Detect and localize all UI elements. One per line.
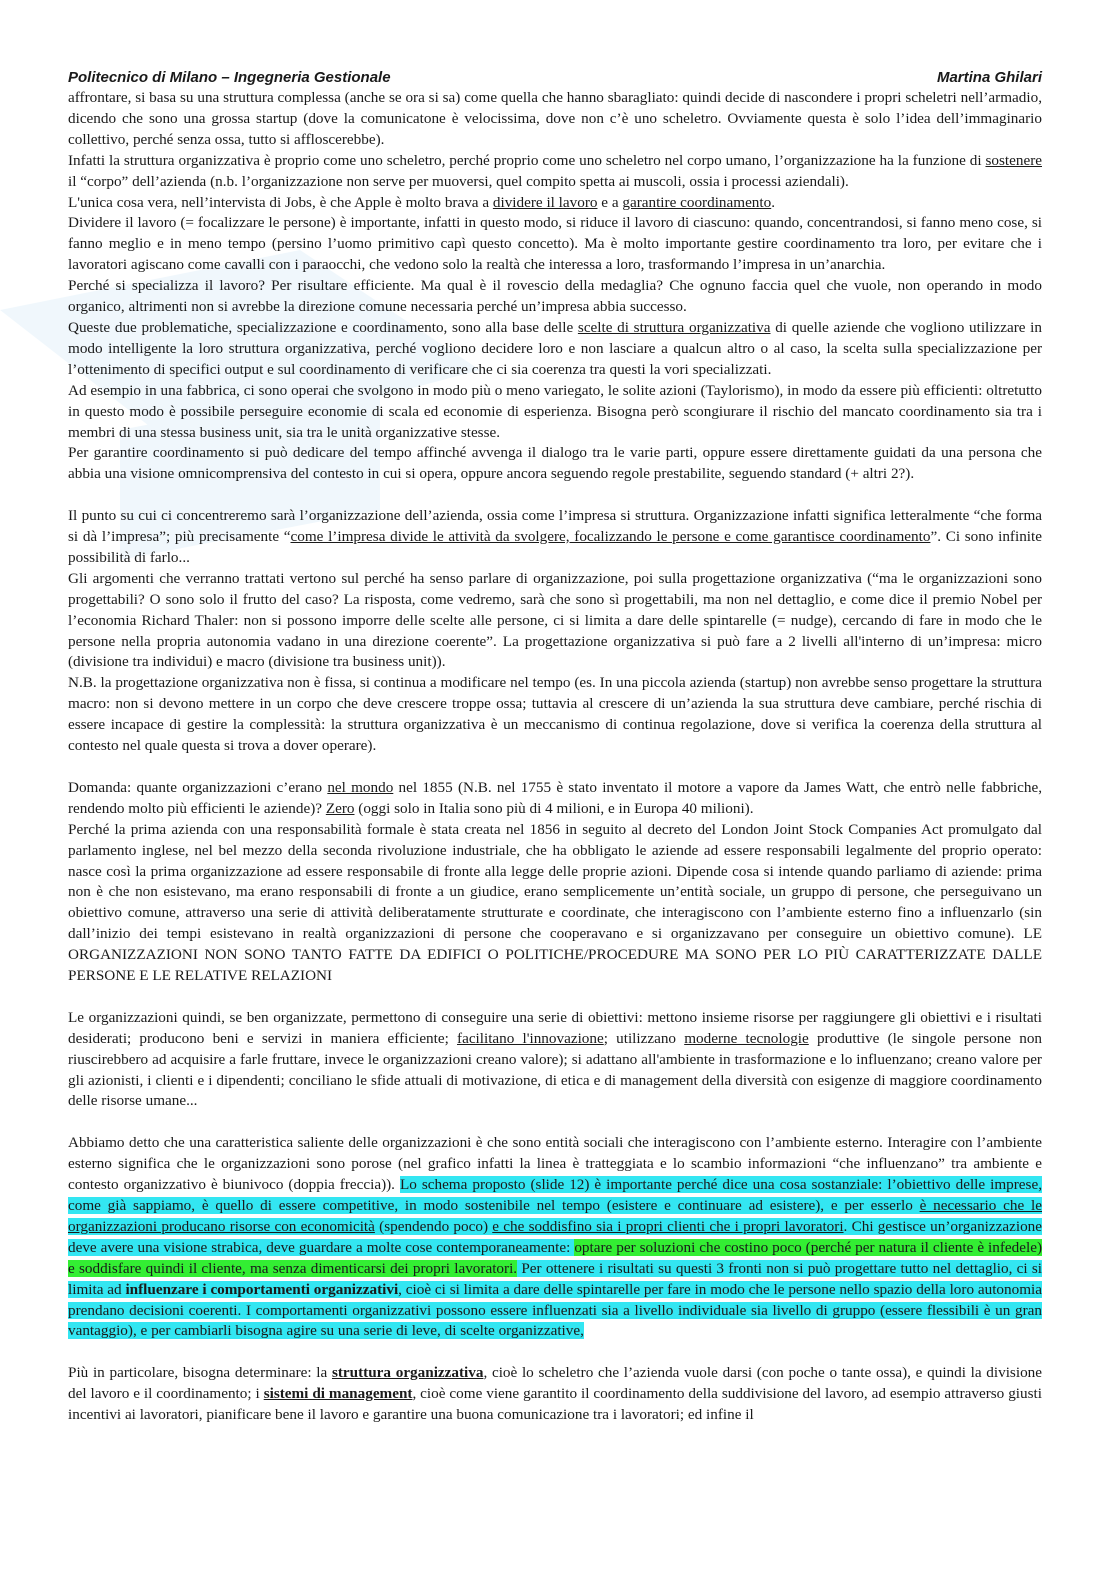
- text-segment: Queste due problematiche, specializzazione e coordinamento, sono alla base delle: [68, 318, 578, 336]
- paragraph: [68, 276, 1042, 318]
- paragraph: [68, 88, 1042, 151]
- paragraph-gap: [68, 1342, 1042, 1363]
- text-segment: Zero: [325, 799, 355, 817]
- paragraph: [68, 569, 1042, 674]
- paragraph: [68, 1133, 1042, 1342]
- text-segment: L'unica cosa vera, nell’intervista di Jobs, è che Apple è molto brava a: [68, 193, 493, 211]
- paragraph: [68, 443, 1042, 485]
- text-segment: struttura organizzativa: [331, 1364, 484, 1382]
- text-segment: Il punto su cui ci concentreremo sarà l’organizzazione dell’azienda, ossia come l’impresa si struttura. Organizzazione infatti significa letteralmente “che forma si dà l’impresa”; più precisamente “: [68, 507, 1042, 546]
- text-segment: optare per soluzioni che costino poco (perché per natura il cliente è infedele) e soddisfare quindi il cliente, ma senza dimenticarsi dei propri lavoratori.: [68, 1238, 1043, 1277]
- text-segment: e che soddisfino sia i propri clienti che i propri lavoratori: [492, 1217, 844, 1235]
- paragraph: [68, 820, 1042, 987]
- text-segment: affrontare, si basa su una struttura complessa (anche se ora si sa) come quella che hanno sbaragliato: quindi decide di nascondere i propri scheletri nell’armadio, dicendo che sono una grossa startup (dove la comunicatone è velocissima, dove non c’è uno scheletro. Ovviamente questa è solo l’idea dell’immaginario collettivo, perché senza ossa, tutto si affloscerebbe).: [68, 89, 1042, 148]
- text-segment: (oggi solo in Italia sono più di 4 milioni, e in Europa 40 milioni).: [354, 799, 754, 817]
- text-segment: di quelle aziende che vogliono utilizzare in modo intelligente la loro struttura organizzativa, perché vogliono decidere loro e non lasciare a qualcun altro o al caso, la scelta sulla specializzazione per l’ottenimento di specifici output e sul coordinamento di verificare che ci sia coerenza tra questi la vori specializzati.: [68, 318, 1042, 378]
- text-segment: sistemi di management: [263, 1385, 413, 1403]
- text-segment: Perché la prima azienda con una responsabilità formale è stata creata nel 1856 in seguito al decreto del London Joint Stock Companies Act promulgato dal parlamento inglese, nel bel mezzo della seconda rivoluzione industriale, che ha obbligato le aziende ad essere responsabili legalmente del proprio operato: nasce così la prima organizzazione ad essere responsabile di fronte alla legge delle proprie azioni. Dipende cosa si intende quando parliamo di aziende: prima non è che non esistevano, ma erano responsabili di fronte a un giudice, erano semplicemente un’entità sociale, un gruppo di persone, che perseguivano un obiettivo comune, attraverso una serie di attività deliberatamente strutturate e coordinate, che interagiscono con l’ambiente esterno fino a influenzarlo (sin dall’inizio dei tempi esistevano in realtà organizzazioni di persone che cooperavano e si organizzavano per conseguire un obiettivo comune). LE ORGANIZZAZIONI NON SONO TANTO FATTE DA EDIFICI O POLITICHE/PROCEDURE MA SONO PER LO PIÙ CARATTERIZZATE DALLE PERSONE E LE RELATIVE RELAZIONI: [68, 820, 1042, 985]
- text-segment: moderne tecnologie: [684, 1029, 809, 1047]
- text-segment: Più in particolare, bisogna determinare: la: [68, 1364, 332, 1382]
- text-segment: nel 1855 (N.B. nel 1755 è stato inventato il motore a vapore da James Watt, che entrò nelle fabbriche, rendendo molto più efficienti le aziende)?: [68, 778, 1042, 817]
- paragraph: [68, 506, 1042, 569]
- text-segment: Le organizzazioni quindi, se ben organizzate, permettono di conseguire una serie di obiettivi: mettono insieme risorse per raggiungere gli obiettivi e i risultati desiderati; producono beni e servizi in maniera efficiente;: [68, 1008, 1042, 1047]
- document-body: [68, 88, 1042, 1426]
- text-segment: Ad esempio in una fabbrica, ci sono operai che svolgono in modo più o meno variegato, le solite azioni (Taylorismo), in modo da essere più efficienti: oltretutto in questo modo è possibile perseguire economie di scala ed economie di esperienza. Bisogna però scongiurare il rischio del mancato coordinamento sia tra i membri di una stessa business unit, sia tra le unità organizzative stesse.: [68, 381, 1042, 441]
- page-header: [68, 68, 1042, 88]
- paragraph: [68, 673, 1042, 757]
- paragraph: [68, 151, 1042, 193]
- text-segment: e a: [597, 193, 623, 211]
- text-segment: Infatti la struttura organizzativa è proprio come uno scheletro, perché proprio come uno scheletro nel corpo umano, l’organizzazione ha la funzione di: [68, 151, 986, 169]
- text-segment: nel mondo: [327, 778, 394, 796]
- paragraph: [68, 381, 1042, 444]
- text-segment: scelte di struttura organizzativa: [577, 318, 771, 336]
- text-segment: (spendendo poco): [374, 1217, 493, 1235]
- text-segment: ”. Ci sono infinite possibilità di farlo...: [68, 528, 1042, 566]
- text-segment: N.B. la progettazione organizzativa non è fissa, si continua a modificare nel tempo (es. In una piccola azienda (startup) non avrebbe senso progettare la struttura macro: non si devono mettere in un corpo che deve crescere troppe ossa; tuttavia al crescere di un’azienda la sua struttura deve cambiare, perché rischia di essere incapace di gestire la complessità: la struttura organizzativa è un meccanismo di continua regolazione, dove si verifica la coerenza della struttura al contesto nel quale questa si trova a dover operare).: [68, 674, 1042, 755]
- text-segment: Lo schema proposto (slide 12) è importante perché dice una cosa sostanziale: l’obiettivo delle imprese, come già sappiamo, è quello di essere competitive, in modo sostenibile nel tempo (esistere e continuare ad esistere), e per esserlo: [68, 1176, 1042, 1214]
- header-course: Politecnico di Milano – Ingegneria Gestionale: [68, 69, 391, 86]
- text-segment: è necessario che le organizzazioni producano risorse con economicità: [68, 1196, 1042, 1235]
- text-segment: .: [771, 193, 776, 211]
- text-segment: produttive (le singole persone non riuscirebbero ad acquisire a farle fruttare, invece le organizzazioni creano valore); si adattano all'ambiente in trasformazione e lo influenzano; creano valore per gli azionisti, i clienti e i dipendenti; conciliano le sfide attuali di motivazione, di etica e di management della diversità con esigenze di maggiore coordinamento delle risorse umane...: [68, 1029, 1043, 1110]
- text-segment: Gli argomenti che verranno trattati vertono sul perché ha senso parlare di organizzazione, poi sulla progettazione organizzativa (“ma le organizzazioni sono progettabili? O sono solo il frutto del caso? La risposta, come vedremo, sarà che sono sì progettabili, ma non nel dettaglio, e come dice il premio Nobel per l’economia Richard Thaler: non si possono imporre delle scelte alle persone, ci si limita a dare delle spintarelle (= nudge), cercando di fare in modo che le persone nella propria autonomia vadano in una direzione coerente”. La progettazione organizzativa si può fare a 2 livelli all'interno di un’impresa: micro (divisione tra individui) e macro (divisione tra business unit)).: [68, 569, 1042, 671]
- text-segment: Dividere il lavoro (= focalizzare le persone) è importante, infatti in questo modo, si riduce il lavoro di ciascuno: quando, concentrandosi, si fanno meno cose, si fanno meglio e in meno tempo (persino l’uomo primitivo capì questo concetto). Ma è molto importante gestire coordinamento tra loro, per evitare che i lavoratori agiscano come cavalli con i paraocchi, che vedono solo la realtà che interessa a loro, trasformando l’impresa in un’anarchia.: [68, 214, 1042, 274]
- text-segment: , cioè lo scheletro che l’azienda vuole darsi (con poche o tante ossa), e quindi la divisione del lavoro e il coordinamento; i: [68, 1364, 1042, 1403]
- text-segment: dividere il lavoro: [492, 193, 598, 211]
- paragraph-gap: [68, 1112, 1042, 1133]
- text-segment: Per garantire coordinamento si può dedicare del tempo affinché avvenga il dialogo tra le varie parti, oppure essere direttamente guidati da una persona che abbia una visione omnicomprensiva del contesto in cui si opera, oppure ancora seguendo regole prestabilite, seguendo standard (+ altri 2?).: [68, 444, 1042, 483]
- text-segment: . Chi gestisce un’organizzazione deve avere una visione strabica, deve guardare a molte cose contemporaneamente:: [68, 1217, 1043, 1256]
- paragraph: [68, 318, 1042, 381]
- text-segment: Abbiamo detto che una caratteristica saliente delle organizzazioni è che sono entità sociali che interagiscono con l’ambiente esterno. Interagire con l’ambiente esterno significa che le organizzazioni sono porose (nel grafico infatti la linea è tratteggiata e lo scambio informazioni “che influenzano” tra ambiente e contesto organizzativo è biunivoco (doppia freccia)).: [68, 1134, 1042, 1194]
- paragraph: [68, 213, 1042, 276]
- text-segment: garantire coordinamento: [622, 193, 772, 211]
- paragraph-gap: [68, 987, 1042, 1008]
- text-segment: , cioè ci si limita a dare delle spintarelle per fare in modo che le persone nello spazio della loro autonomia prendano decisioni coerenti. I comportamenti organizzativi possono essere influenzati sia a livello individuale sia livello di gruppo (essere flessibili è un gran vantaggio), e per cambiarli bisogna agire su una serie di leve, di scelte organizzative,: [68, 1280, 1042, 1340]
- document-page: [68, 68, 1042, 1426]
- paragraph: [68, 778, 1042, 820]
- text-segment: come l’impresa divide le attività da svolgere, focalizzando le persone e come garantisce coordinamento: [290, 528, 931, 546]
- text-segment: il “corpo” dell’azienda (n.b. l’organizzazione non serve per muoversi, quel compito spetta ai muscoli, ossia i processi aziendali).: [68, 172, 849, 190]
- text-segment: sostenere: [985, 151, 1042, 169]
- text-segment: Perché si specializza il lavoro? Per risultare efficiente. Ma qual è il rovescio della medaglia? Che ognuno faccia quel che vuole, non operando in modo organico, altrimenti non si avrebbe la direzione comune necessaria perché un’impresa abbia successo.: [68, 277, 1042, 316]
- text-segment: Per ottenere i risultati su questi 3 fronti non si può progettare tutto nel dettaglio, ci si limita ad: [68, 1259, 1042, 1298]
- text-segment: Domanda: quante organizzazioni c’erano: [68, 778, 328, 796]
- text-segment: ; utilizzano: [603, 1029, 685, 1047]
- paragraph: [68, 193, 1042, 214]
- paragraph: [68, 1363, 1042, 1426]
- header-author: Martina Ghilari: [936, 69, 1042, 86]
- text-segment: influenzare i comportamenti organizzativi: [125, 1280, 399, 1298]
- text-segment: , cioè come viene garantito il coordinamento della suddivisione del lavoro, ad esempio attraverso giusti incentivi ai lavoratori, pianificare bene il lavoro e garantire una buona comunicazione tra i lavoratori; ed infine il: [68, 1385, 1042, 1424]
- paragraph: [68, 1008, 1042, 1113]
- text-segment: facilitano l'innovazione: [457, 1029, 604, 1047]
- paragraph-gap: [68, 485, 1042, 506]
- paragraph-gap: [68, 757, 1042, 778]
